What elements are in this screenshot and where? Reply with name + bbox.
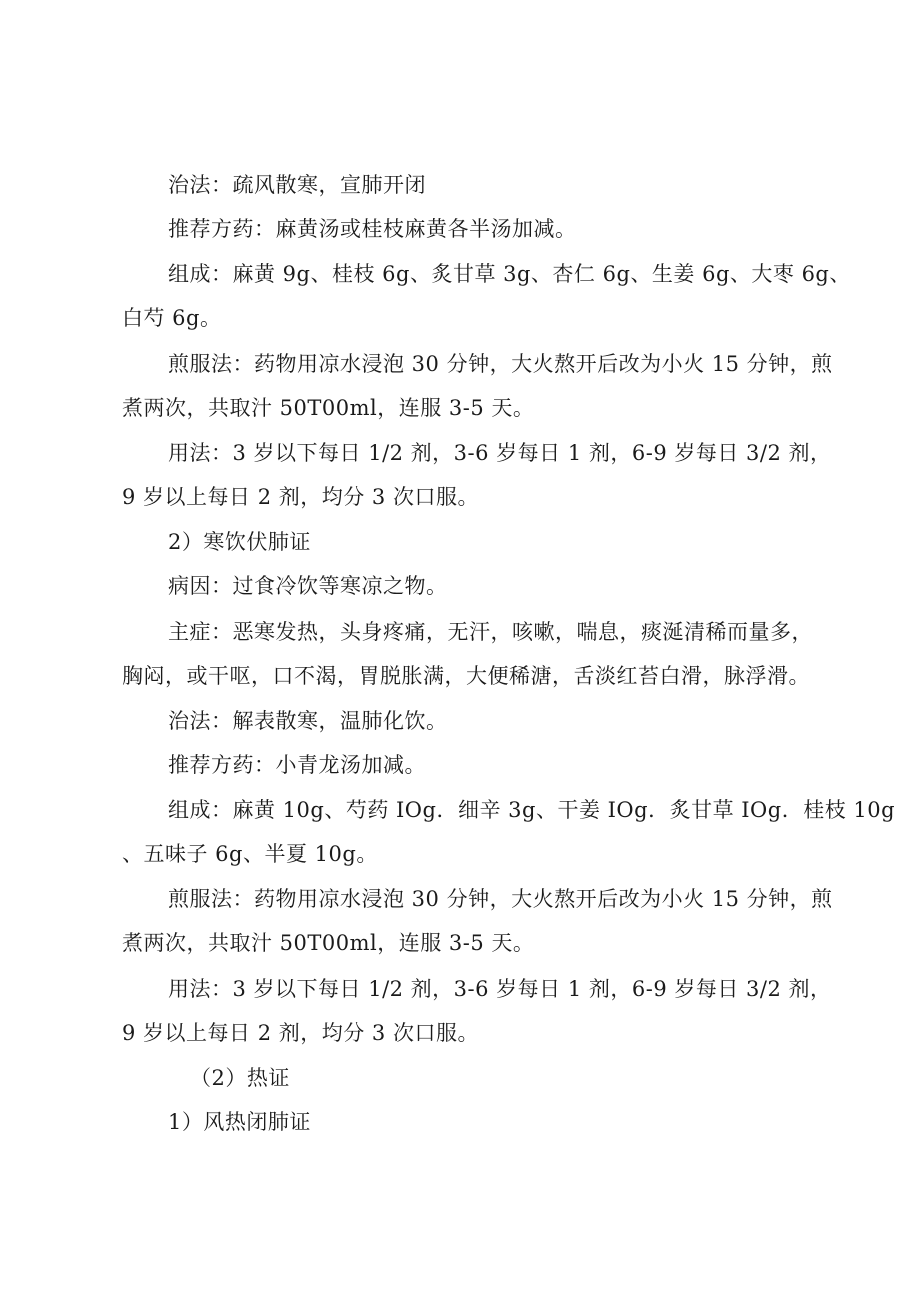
text-line-decoction-method: 煎服法：药物用凉水浸泡 30 分钟，大火熬开后改为小火 15 分钟，煎 — [168, 352, 833, 376]
text-line-recommended-formula: 推荐方药：麻黄汤或桂枝麻黄各半汤加减。 — [168, 217, 577, 241]
text-line-symptoms: 主症：恶寒发热，头身疼痛，无汗，咳嗽，喘息，痰涎清稀而量多， — [168, 620, 813, 644]
text-line-composition-cont: 白芍 6g。 — [122, 306, 222, 330]
text-line-treatment: 治法：疏风散寒，宣肺开闭 — [168, 173, 426, 197]
text-line-recommended-formula-2: 推荐方药：小青龙汤加减。 — [168, 753, 426, 777]
section-heading-cold-fluid: 2）寒饮伏肺证 — [168, 530, 311, 554]
text-line-composition: 组成：麻黄 9g、桂枝 6g、炙甘草 3g、杏仁 6g、生姜 6g、大枣 6g、 — [168, 262, 851, 286]
text-line-composition-2: 组成：麻黄 10g、芍药 IOg．细辛 3g、干姜 IOg．炙甘草 IOg．桂枝 10g — [168, 798, 896, 822]
section-heading-heat-syndrome: （2）热证 — [190, 1066, 290, 1090]
text-line-usage-2-cont: 9 岁以上每日 2 剂，均分 3 次口服。 — [122, 1021, 479, 1045]
text-line-decoction-method-2: 煎服法：药物用凉水浸泡 30 分钟，大火熬开后改为小火 15 分钟，煎 — [168, 887, 833, 911]
text-line-usage: 用法：3 岁以下每日 1/2 剂，3-6 岁每日 1 剂，6-9 岁每日 3/2 剂， — [168, 441, 832, 465]
text-line-decoction-method-2-cont: 煮两次，共取汁 50T00ml，连服 3-5 天。 — [122, 931, 535, 955]
text-line-usage-2: 用法：3 岁以下每日 1/2 剂，3-6 岁每日 1 剂，6-9 岁每日 3/2 剂， — [168, 977, 832, 1001]
text-line-etiology: 病因：过食冷饮等寒凉之物。 — [168, 574, 448, 598]
text-line-treatment-2: 治法：解表散寒，温肺化饮。 — [168, 709, 448, 733]
text-line-decoction-method-cont: 煮两次，共取汁 50T00ml，连服 3-5 天。 — [122, 396, 535, 420]
section-heading-wind-heat: 1）风热闭肺证 — [168, 1110, 311, 1134]
text-line-composition-2-cont: 、五味子 6g、半夏 10g。 — [122, 842, 378, 866]
text-line-usage-cont: 9 岁以上每日 2 剂，均分 3 次口服。 — [122, 485, 479, 509]
text-line-symptoms-cont: 胸闷，或干呕，口不渴，胃脱胀满，大便稀溏，舌淡红苔白滑，脉浮滑。 — [122, 664, 810, 688]
